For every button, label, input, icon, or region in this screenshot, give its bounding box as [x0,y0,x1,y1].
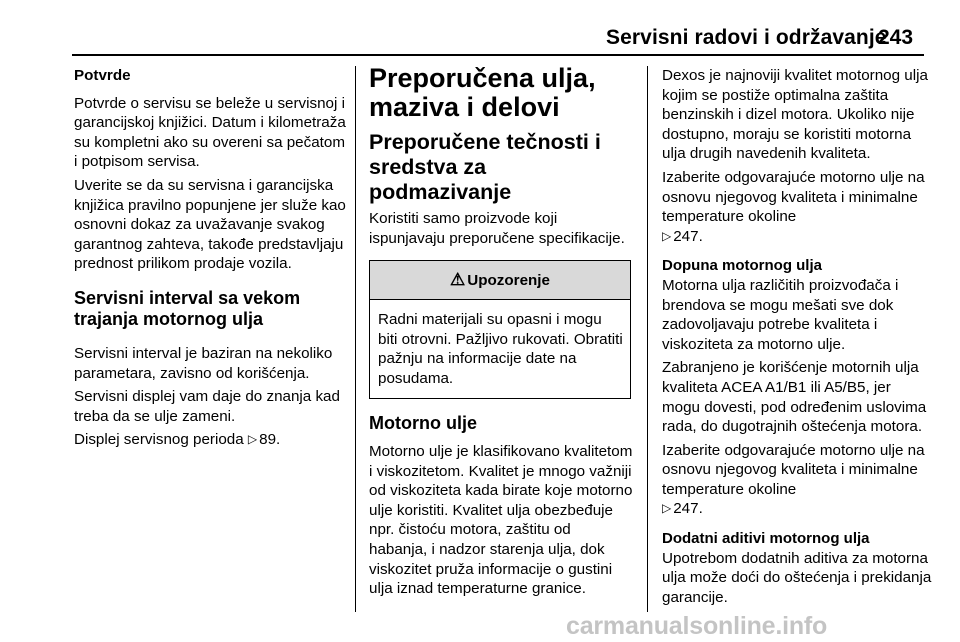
page-number: 243 [878,26,914,49]
subchapter-heading: Preporučene tečnosti i sredstva za podmazivanje [369,130,601,204]
paragraph-with-reference [74,430,346,450]
paragraph-text: Displej servisnog perioda [74,431,244,449]
warning-title: Upozorenje [467,271,550,289]
page-reference[interactable]: 247. [673,500,703,518]
section-heading: Dopuna motornog ulja [662,257,822,275]
section-heading: Motorno ulje [369,412,477,433]
paragraph: Zabranjeno je korišćenje motornih ulja kvaliteta ACEA A1/B1 ili A5/B5, jer mogu dovesti, pod određenim uslovima rada, do dugotrajnih oštećenja motora. [662,359,927,436]
paragraph-text: Izaberite odgovarajuće motorno ulje na osnovu njegovog kvaliteta i minimalne temperature okoline [662,168,925,226]
warning-body [370,300,630,397]
warning-box [369,260,631,398]
warning-triangle-icon: ⚠ [450,270,466,290]
page-header-title: Servisni radovi i održavanje [606,26,887,49]
paragraph: Motorna ulja različitih proizvođača i brendova se mogu mešati sve dok zadovoljavaju potrebe kvaliteta i viskoziteta za motorno ulje. [662,276,899,353]
column-right [662,66,932,612]
page-reference[interactable]: 247. [673,227,703,245]
page-ref-arrow-icon: ▷ [662,501,672,516]
section-heading: Potvrde [74,67,131,84]
paragraph: Servisni displej vam daje do znanja kad treba da se ulje zameni. [74,388,340,425]
page-ref-arrow-icon: ▷ [247,432,258,447]
column-divider [355,66,356,612]
header-rule [72,54,924,56]
paragraph: Motorno ulje je klasifikovano kvalitetom i viskozitetom. Kvalitet je mnogo važniji od viskoziteta kada birate koje motorno ulje koristiti. Kvalitet ulja obezbeđuje npr. čistoću motora, zaštitu od habanja, i nadzor starenja ulja, dok viskozitet pruža informacije o gustini ulja iznad temperaturne granice. [369,443,633,598]
watermark: carmanualsonline.info [566,612,828,640]
page-reference[interactable]: 89. [259,431,281,449]
warning-header [370,261,630,300]
column-middle [369,63,633,612]
paragraph-text: Izaberite odgovarajuće motorno ulje na osnovu njegovog kvaliteta i minimalne temperature okoline [662,441,925,498]
paragraph: Upotrebom dodatnih aditiva za motorna ulja može doći do oštećenja i prekidanja garancije. [662,549,932,606]
paragraph: Dexos je najnoviji kvalitet motornog ulja kojim se postiže optimalna zaštita benzinskih i dizel motora. Ukoliko nije dostupno, moraju se koristiti motorna ulja drugih navedenih kvaliteta. [662,67,928,163]
paragraph: Potvrde o servisu se beleže u servisnoj i garancijskoj knjižici. Datum i kilometraža su kompletni ako su overeni sa pečatom i potpisom servisa. [74,94,346,171]
column-left [74,66,346,612]
paragraph: Servisni interval je baziran na nekoliko parametara, zavisno od korišćenja. [74,344,333,382]
section-heading: Dodatni aditivi motornog ulja [662,530,870,548]
paragraph-with-reference [662,441,932,519]
paragraph: Uverite se da su servisna i garancijska knjižica pravilno popunjene jer služe kao osnovni dokaz za uvažavanje svakog garantnog zahteva, takođe predstavljaju prednost prilikom prodaje vozila. [74,176,346,273]
chapter-heading: Preporučena ulja, maziva i delovi [369,63,596,122]
section-heading: Servisni interval sa vekom trajanja motornog ulja [74,287,301,330]
column-divider [647,66,648,612]
page-ref-arrow-icon: ▷ [662,228,672,243]
paragraph-with-reference [662,168,932,246]
warning-text: Radni materijali su opasni i mogu biti otrovni. Pažljivo rukovati. Obratiti pažnju na informacije date na posudama. [378,311,623,387]
paragraph: Koristiti samo proizvode koji ispunjavaju preporučene specifikacije. [369,210,625,247]
